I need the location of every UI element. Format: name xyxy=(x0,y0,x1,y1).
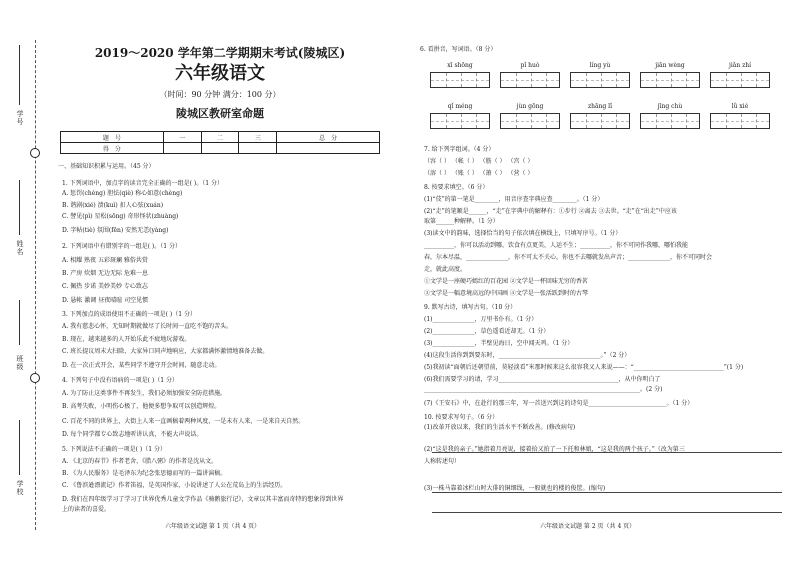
right-line: (1)“伎”的第一笔是________，用音序查字典应查________。（1 分） xyxy=(424,196,604,203)
right-line: 9. 默写古诗，填写古句。（10 分） xyxy=(424,304,517,311)
left-line: C. 百花不同的世界上，大街上人来一直画稿着两种风度，一是未有人来，一是来自天自然。 xyxy=(62,418,305,425)
score-table xyxy=(60,131,380,154)
left-line: A. 《北京的春节》作者老舍，《腊八粥》的作者是沈从文。 xyxy=(62,458,218,465)
right-line: (3)一株马靠着冰栏山时大俳的铜细线，一般就也的楼的俊筐。(缩句) xyxy=(424,485,606,492)
left-line: B. 谐剧(xié) 溃(kuì) 扣人心弦(xuán) xyxy=(62,202,164,209)
right-line: ③文学是一幅意境高远的中国画 ④文学是一张活跃到时的古琴 xyxy=(424,290,588,297)
right-line: (3)读文中的韵味，选择恰当的句子依次填在横线上，只填写序号。（1 分） xyxy=(424,230,622,237)
side-label-class: 班 级 xyxy=(16,355,24,371)
right-line: 走，就此高度。 xyxy=(424,266,467,273)
footer-right: 六年级语文试题 第 2 页（共 4 页） xyxy=(540,523,636,530)
right-line: (2)______________，草色遥看近却无。（1 分） xyxy=(424,328,550,335)
left-line: D. 在一次正式开会，某些同学不遵守开会时间，随意走动。 xyxy=(62,362,221,369)
writing-box[interactable] xyxy=(430,72,490,88)
pinyin-label: jīng chù xyxy=(657,103,683,110)
answer-line[interactable] xyxy=(432,492,782,493)
right-line: (1)改革开放以来，我们的生活水平不断改善。(修改病句) xyxy=(424,424,576,431)
right-line: 取第______种解释。（1 分） xyxy=(424,218,499,225)
left-line: 上的读者的喜爱。 xyxy=(62,506,111,513)
left-line: 4. 下列句子中没有语病的一项是( )（1 分） xyxy=(62,377,178,384)
pinyin-label: qǐ méng xyxy=(447,103,473,110)
setter: 陵城区教研室命题 xyxy=(176,107,264,120)
left-line: C. 譬见(pì) 星松(sōng) 奇形怪状(zhuàng) xyxy=(62,213,179,220)
name-underline xyxy=(19,180,20,235)
score-header: 题 号 xyxy=(61,132,164,143)
score-cell[interactable] xyxy=(163,143,201,154)
right-line: (3)______________，半壁见海日，空中闻天鸡。（1 分） xyxy=(424,340,574,347)
subject-title: 六年级语文 xyxy=(175,63,265,84)
left-line: 5. 下列说法不正确的一项是( )（1 分） xyxy=(62,446,166,453)
right-line: (4)这段生活你到到要东时，__________________________________。”（2 分） xyxy=(424,352,631,359)
pinyin-label: jùn gōng xyxy=(516,103,544,110)
answer-line[interactable] xyxy=(432,512,782,513)
left-line: 2. 下列词语中有错别字的一组是( )。（1 分） xyxy=(62,243,181,250)
right-line: (1)______________，万里书仆有。（1 分） xyxy=(424,316,538,323)
binding-hole xyxy=(30,148,40,158)
left-line: A. 我有慈悲心怀，无知时期就做尽了长时间一直吃不饱的苦头。 xyxy=(62,323,233,330)
binding-hole xyxy=(30,373,40,383)
time-info: （时间：90 分钟 满分：100 分） xyxy=(159,90,281,99)
score-cell[interactable] xyxy=(277,143,380,154)
right-line: 人称转述句） xyxy=(424,458,461,465)
pinyin-label: jiǎn zhí xyxy=(728,62,752,69)
answer-line[interactable] xyxy=(432,452,782,453)
school-underline xyxy=(19,420,20,475)
left-line: 3. 下列加点的成语使用不正确的一项是( )（1 分） xyxy=(62,311,196,318)
right-line: (7)《王安石》中，在赴行的那三年，写一首送兴到这的诗句是__________________________。（1 分） xyxy=(424,400,694,407)
left-line: D. 字帖(tiè) 氛围(fēn) 安然无恙(yàng) xyxy=(62,227,169,234)
left-line: 1. 下列词语中，加点字的读音完全正确的一组是( )。（1 分） xyxy=(62,180,223,187)
right-line: (5)我初读“面朝后还朝望前，莫轻淡看”米那时候来这么很容我又人来说——：“______________________________”(1 分) xyxy=(424,364,744,371)
right-line: (2)“走”的笔顺是______，“走”在字典中的解释有：①步行 ②离去 ③去世。“走”在“出走”中应该 xyxy=(424,208,677,215)
side-label-school: 学 校 xyxy=(16,480,24,496)
left-line: B. 产房 炊烟 无边无际 危难一息 xyxy=(62,270,148,277)
exam-title: 2019～2020 学年第二学期期末考试(陵城区) xyxy=(94,46,346,60)
pinyin-label: xī shōng xyxy=(447,62,473,69)
left-line: B. 《为人民服务》是毛泽东为纪念张思德而写的一篇讲演稿。 xyxy=(62,470,227,477)
right-line: （溶（ ） （账（ ） （箫（ ） （营（ ） xyxy=(424,170,534,177)
id-underline xyxy=(19,45,20,105)
right-line: __________，你可以活动到哪，饮食有点更美，人运不生；__________，你不可同作我哪，哪怕我能 xyxy=(424,242,689,249)
writing-box[interactable] xyxy=(500,113,560,129)
writing-box[interactable] xyxy=(570,72,630,88)
left-line: A. 相耀 熟夜 五彩斑斓 雅俗共赏 xyxy=(62,257,148,264)
left-line: B. 高考失败，小明伤心极了，他便多想争取可以创造辉煌。 xyxy=(62,403,221,410)
right-line: 7. 给下列字组词。（4 分） xyxy=(424,146,495,153)
right-line: (6)我们需要学习的请，学习________________________________________，从中你明白了 xyxy=(424,376,661,383)
pinyin-label: pǐ huò xyxy=(520,62,540,69)
score-header: 总 分 xyxy=(277,132,380,143)
right-line: 8. 按要求填空。（6 分） xyxy=(424,184,489,191)
score-header: 三 xyxy=(239,132,277,143)
left-line: C. 班长提议周末大扫除，大家异口同声地响应，大家都满怀激情地准备去做。 xyxy=(62,348,269,355)
pinyin-label: zhāng lǐ xyxy=(587,103,613,110)
writing-box[interactable] xyxy=(710,113,770,129)
right-line: 10. 按要求写句子。（6 分） xyxy=(424,414,499,421)
left-line: D. 悬帐 激调 昼夜晴暄 司空见惯 xyxy=(62,297,149,304)
left-line: B. 现在，越来越多的人开始乐此不疲地玩游戏。 xyxy=(62,336,191,343)
writing-box[interactable] xyxy=(710,72,770,88)
left-line: C. 佩热 步诺 美妙美妙 专心致志 xyxy=(62,283,148,290)
left-line: 一、基础知识积累与运用。（45 分） xyxy=(58,163,155,170)
left-line: D. 我们在四年级学习了学习了世界优秀儿童文学作品《骑鹅旅行记》，文章以其丰富而奇特的想象得到世界 xyxy=(62,496,344,503)
left-line: C. 《鲁滨逊漂流记》作者笛福，是英国作家，小说讲述了人公在荒岛上的生活经历。 xyxy=(62,482,287,489)
score-header: 二 xyxy=(201,132,239,143)
binding-line xyxy=(35,40,36,530)
writing-box[interactable] xyxy=(640,72,700,88)
writing-box[interactable] xyxy=(500,72,560,88)
right-line: ________________________________________________________________________。(2 分) xyxy=(424,386,663,393)
writing-box[interactable] xyxy=(640,113,700,129)
score-row-label: 得 分 xyxy=(61,143,164,154)
pinyin-label: lǜ xié xyxy=(731,103,749,110)
right-line: ①文学是一座硬巧嫣红的百花园 ②文学是一杯回味无穷的香茗 xyxy=(424,278,588,285)
right-line: 春，尔本尽温，______________，你不可太不关心，你也不去哪就发出声音；______________，你不可同时会 xyxy=(424,254,713,261)
writing-box[interactable] xyxy=(570,113,630,129)
right-line: (2)“这是我的亲子。”她指着月亮说，接着拾又拍了一下托和林娘，“这是我的两个孩子。”（改为第三 xyxy=(424,446,685,453)
side-label-id: 学 号 xyxy=(16,110,24,126)
score-cell[interactable] xyxy=(201,143,239,154)
left-line: A. 惩罚(chéng) 胆怯(qiè) 称心如意(chèng) xyxy=(62,190,183,197)
score-header: 一 xyxy=(163,132,201,143)
pinyin-label: líng yù xyxy=(589,62,611,69)
pinyin-label: jiān wèng xyxy=(655,62,685,69)
q6-title: 6. 看拼音，写词语。（8 分） xyxy=(420,46,497,53)
right-line: （容（ ） （帐（ ） （筋（ ） （宫（ ） xyxy=(424,158,534,165)
footer-left: 六年级语文试题 第 1 页（共 4 页） xyxy=(165,523,261,530)
left-line: A. 为了防止这类事件不再发生，我们必须加强安全防范措施。 xyxy=(62,390,227,397)
writing-box[interactable] xyxy=(430,113,490,129)
class-underline xyxy=(19,300,20,345)
score-cell[interactable] xyxy=(239,143,277,154)
side-label-name: 姓 名 xyxy=(16,240,24,256)
left-line: D. 每个同学都专心致志地听讲认真，不能大声说话。 xyxy=(62,431,203,438)
